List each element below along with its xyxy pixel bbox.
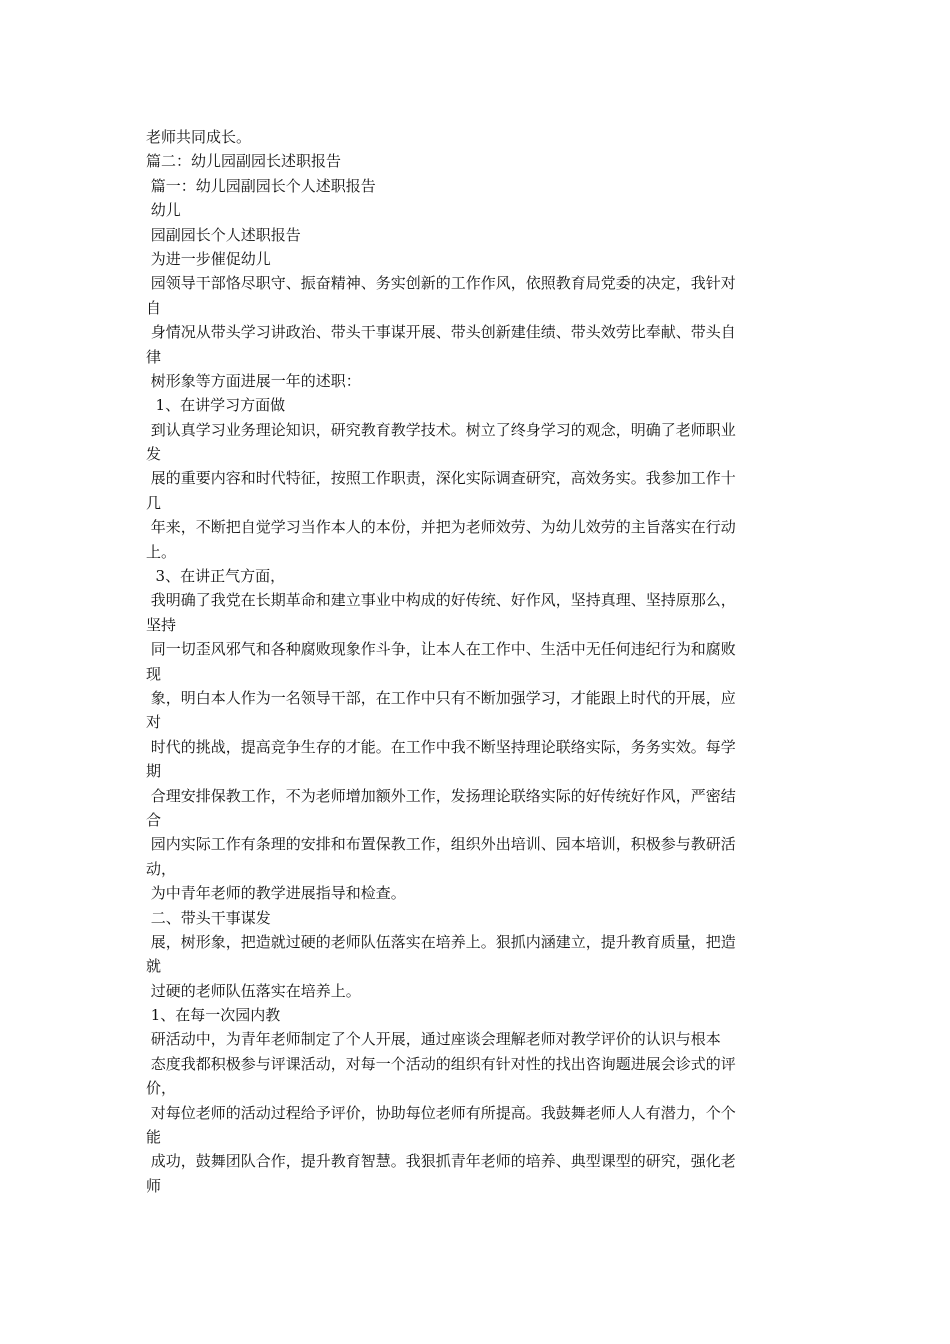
text-line: 时代的挑战，提高竞争生存的才能。在工作中我不断坚持理论联络实际，务务实效。每学 bbox=[146, 737, 736, 756]
text-line: 上。 bbox=[146, 542, 177, 561]
text-line: 园副园长个人述职报告 bbox=[146, 225, 301, 244]
text-line: 合理安排保教工作，不为老师增加额外工作，发扬理论联络实际的好传统好作风，严密结 bbox=[146, 786, 736, 805]
text-line: 园领导干部恪尽职守、振奋精神、务实创新的工作作风，依照教育局党委的决定，我针对 bbox=[146, 274, 736, 293]
text-line: 1、在讲学习方面做 bbox=[146, 396, 286, 415]
text-line: 象，明白本人作为一名领导干部，在工作中只有不断加强学习，才能跟上时代的开展，应 bbox=[146, 688, 736, 707]
text-line: 态度我都积极参与评课活动，对每一个活动的组织有针对性的找出咨询题进展会诊式的评 bbox=[146, 1054, 736, 1073]
text-line: 为中青年老师的教学进展指导和检查。 bbox=[146, 884, 406, 903]
text-line: 篇一：幼儿园副园长个人述职报告 bbox=[146, 176, 376, 195]
text-line: 对 bbox=[146, 713, 162, 732]
text-line: 老师共同成长。 bbox=[146, 128, 252, 146]
text-line: 篇二：幼儿园副园长述职报告 bbox=[146, 152, 342, 171]
text-line: 坚持 bbox=[146, 615, 177, 634]
text-line: 成功，鼓舞团队合作，提升教育智慧。我狠抓青年老师的培养、典型课型的研究，强化老 bbox=[146, 1152, 736, 1171]
text-line: 1、在每一次园内教 bbox=[146, 1006, 281, 1025]
text-line: 研活动中，为青年老师制定了个人开展，通过座谈会理解老师对教学评价的认识与根本 bbox=[146, 1030, 721, 1049]
text-line: 现 bbox=[146, 664, 162, 683]
text-line: 园内实际工作有条理的安排和布置保教工作，组织外出培训、园本培训，积极参与教研活 bbox=[146, 835, 736, 854]
text-line: 二、带头干事谋发 bbox=[146, 908, 271, 927]
text-line: 师 bbox=[146, 1176, 162, 1195]
text-line: 能 bbox=[146, 1128, 162, 1147]
text-line: 自 bbox=[146, 298, 162, 317]
text-line: 价， bbox=[146, 1079, 177, 1098]
text-line: 律 bbox=[146, 347, 162, 366]
document-body bbox=[146, 125, 816, 1198]
text-line: 3、在讲正气方面， bbox=[146, 567, 286, 586]
text-line: 我明确了我党在长期革命和建立事业中构成的好传统、好作风，坚持真理、坚持原那么， bbox=[146, 591, 736, 610]
text-line: 几 bbox=[146, 493, 162, 512]
text-line: 展的重要内容和时代特征，按照工作职责，深化实际调查研究，高效务实。我参加工作十 bbox=[146, 469, 736, 488]
text-line: 发 bbox=[146, 445, 162, 464]
text-line: 树形象等方面进展一年的述职： bbox=[146, 371, 361, 390]
text-line: 幼儿 bbox=[146, 201, 181, 220]
text-line: 动， bbox=[146, 859, 177, 878]
text-line: 过硬的老师队伍落实在培养上。 bbox=[146, 981, 361, 1000]
text-line: 就 bbox=[146, 957, 162, 976]
text-line: 身情况从带头学习讲政治、带头干事谋开展、带头创新建佳绩、带头效劳比奉献、带头自 bbox=[146, 323, 736, 342]
text-line: 到认真学习业务理论知识，研究教育教学技术。树立了终身学习的观念，明确了老师职业 bbox=[146, 420, 736, 439]
text-line: 合 bbox=[146, 810, 162, 829]
text-line: 为进一步催促幼儿 bbox=[146, 249, 271, 268]
text-line: 年来，不断把自觉学习当作本人的本份，并把为老师效劳、为幼儿效劳的主旨落实在行动 bbox=[146, 518, 736, 537]
text-line: 展，树形象，把造就过硬的老师队伍落实在培养上。狠抓内涵建立，提升教育质量，把造 bbox=[146, 932, 736, 951]
text-line: 期 bbox=[146, 762, 162, 781]
text-line: 同一切歪风邪气和各种腐败现象作斗争，让本人在工作中、生活中无任何违纪行为和腐败 bbox=[146, 640, 736, 659]
text-line: 对每位老师的活动过程给予评价，协助每位老师有所提高。我鼓舞老师人人有潜力，个个 bbox=[146, 1103, 736, 1122]
